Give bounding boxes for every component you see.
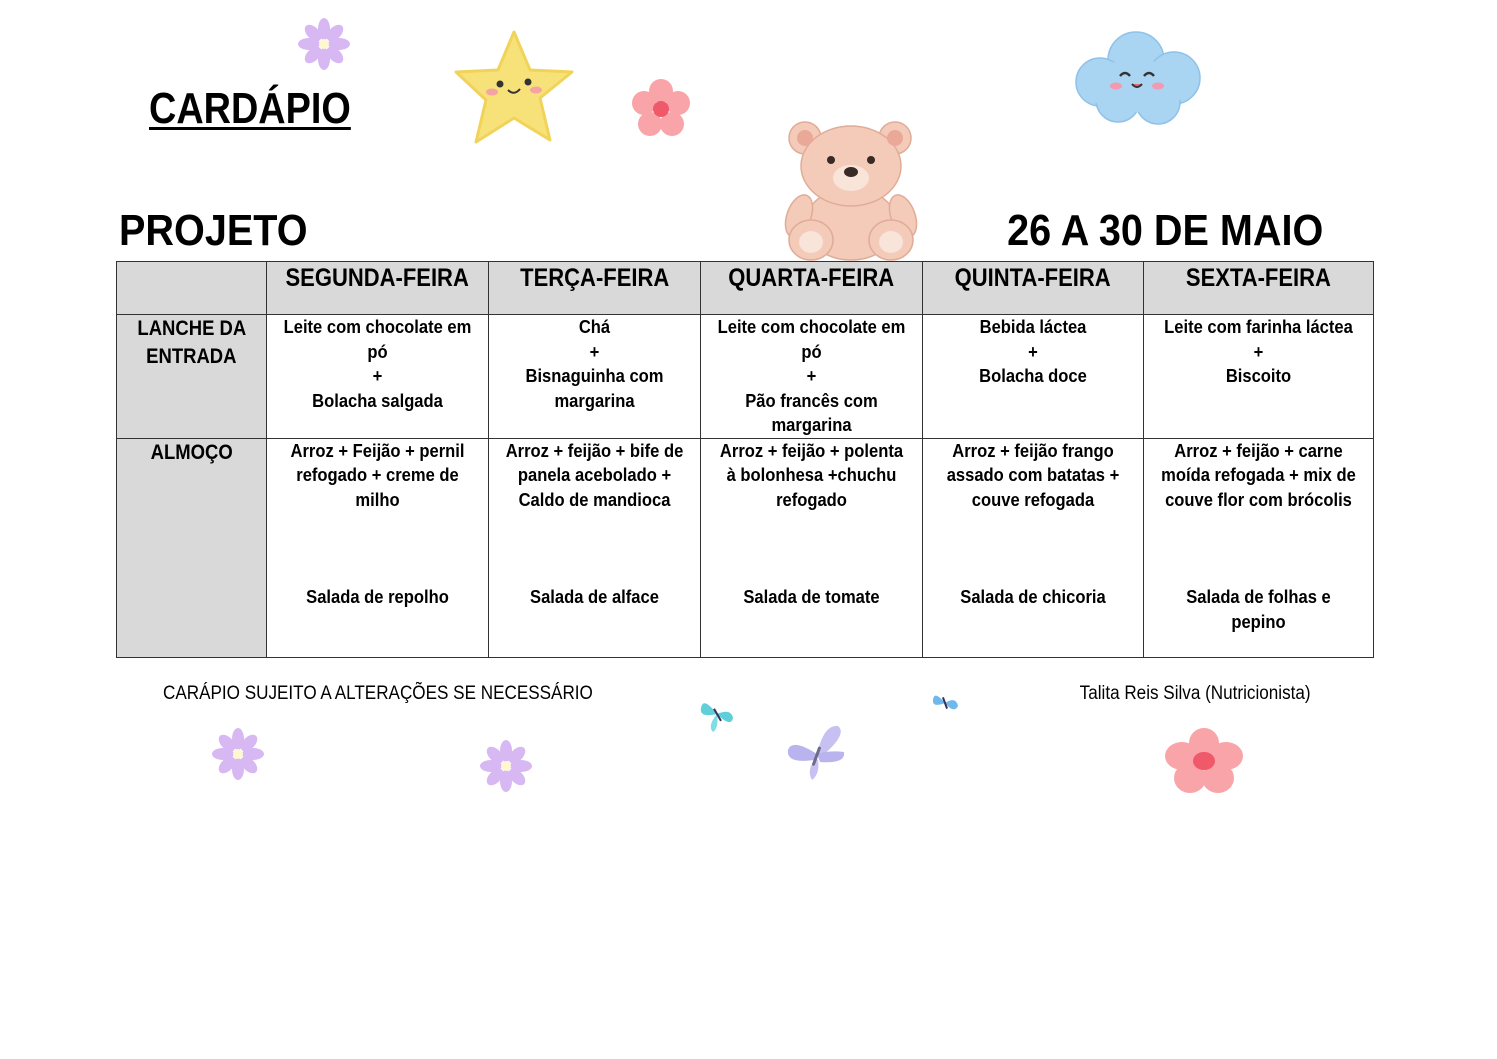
snack-thursday: Bebida láctea + Bolacha doce	[923, 315, 1144, 439]
lunch-friday	[1144, 438, 1374, 657]
day-header-friday: SEXTA-FEIRA	[1144, 262, 1374, 315]
butterfly-icon	[930, 688, 960, 718]
menu-table	[116, 261, 1374, 658]
teddy-bear-icon	[783, 116, 919, 262]
snack-wednesday: Leite com chocolate em pó + Pão francês com margarina	[701, 315, 923, 439]
lunch-monday	[267, 438, 489, 657]
disclaimer-text: CARÁPIO SUJEITO A ALTERAÇÕES SE NECESSÁRIO	[163, 683, 593, 704]
day-header-wednesday: QUARTA-FEIRA	[701, 262, 923, 315]
flower-icon	[1162, 726, 1246, 796]
lunch-main: Arroz + feijão frango assado com batatas + couve refogada	[946, 440, 1120, 510]
lunch-salad: Salada de folhas e pepino	[1186, 587, 1331, 632]
day-header-thursday: QUINTA-FEIRA	[923, 262, 1144, 315]
star-icon	[452, 26, 578, 152]
date-range: 26 A 30 DE MAIO	[1006, 206, 1323, 255]
lunch-main: Arroz + Feijão + pernil refogado + creme de milho	[290, 440, 465, 510]
table-row	[117, 438, 1374, 657]
lunch-tuesday	[489, 438, 701, 657]
day-header-monday: SEGUNDA-FEIRA	[267, 262, 489, 315]
flower-icon	[630, 78, 692, 140]
lunch-salad: Salada de chicoria	[960, 587, 1106, 607]
lunch-main: Arroz + feijão + bife de panela acebolado + Caldo de mandioca	[505, 440, 684, 510]
lunch-salad: Salada de alface	[530, 587, 659, 607]
lunch-salad: Salada de repolho	[306, 587, 449, 607]
table-row	[117, 315, 1374, 439]
corner-cell	[117, 262, 267, 315]
day-header-tuesday: TERÇA-FEIRA	[489, 262, 701, 315]
row-label-snack: LANCHE DA ENTRADA	[117, 315, 267, 439]
snack-monday: Leite com chocolate em pó + Bolacha salgada	[267, 315, 489, 439]
table-header-row	[117, 262, 1374, 315]
lunch-main: Arroz + feijão + polenta à bolonhesa +chuchu refogado	[719, 440, 904, 510]
row-label-lunch: ALMOÇO	[117, 438, 267, 657]
lunch-main: Arroz + feijão + carne moída refogada + mix de couve flor com brócolis	[1161, 440, 1356, 510]
flower-icon	[298, 18, 350, 70]
snack-tuesday: Chá + Bisnaguinha com margarina	[489, 315, 701, 439]
snack-friday: Leite com farinha láctea + Biscoito	[1144, 315, 1374, 439]
lunch-salad: Salada de tomate	[743, 587, 880, 607]
lunch-wednesday	[701, 438, 923, 657]
page-title: CARDÁPIO	[149, 84, 351, 133]
cloud-icon	[1070, 26, 1208, 128]
flower-icon	[212, 728, 264, 780]
butterfly-icon	[697, 694, 737, 734]
project-label: PROJETO	[119, 206, 308, 255]
flower-icon	[480, 740, 532, 792]
nutritionist-signature: Talita Reis Silva (Nutricionista)	[1080, 683, 1311, 704]
lunch-thursday	[923, 438, 1144, 657]
butterfly-icon	[784, 720, 850, 782]
